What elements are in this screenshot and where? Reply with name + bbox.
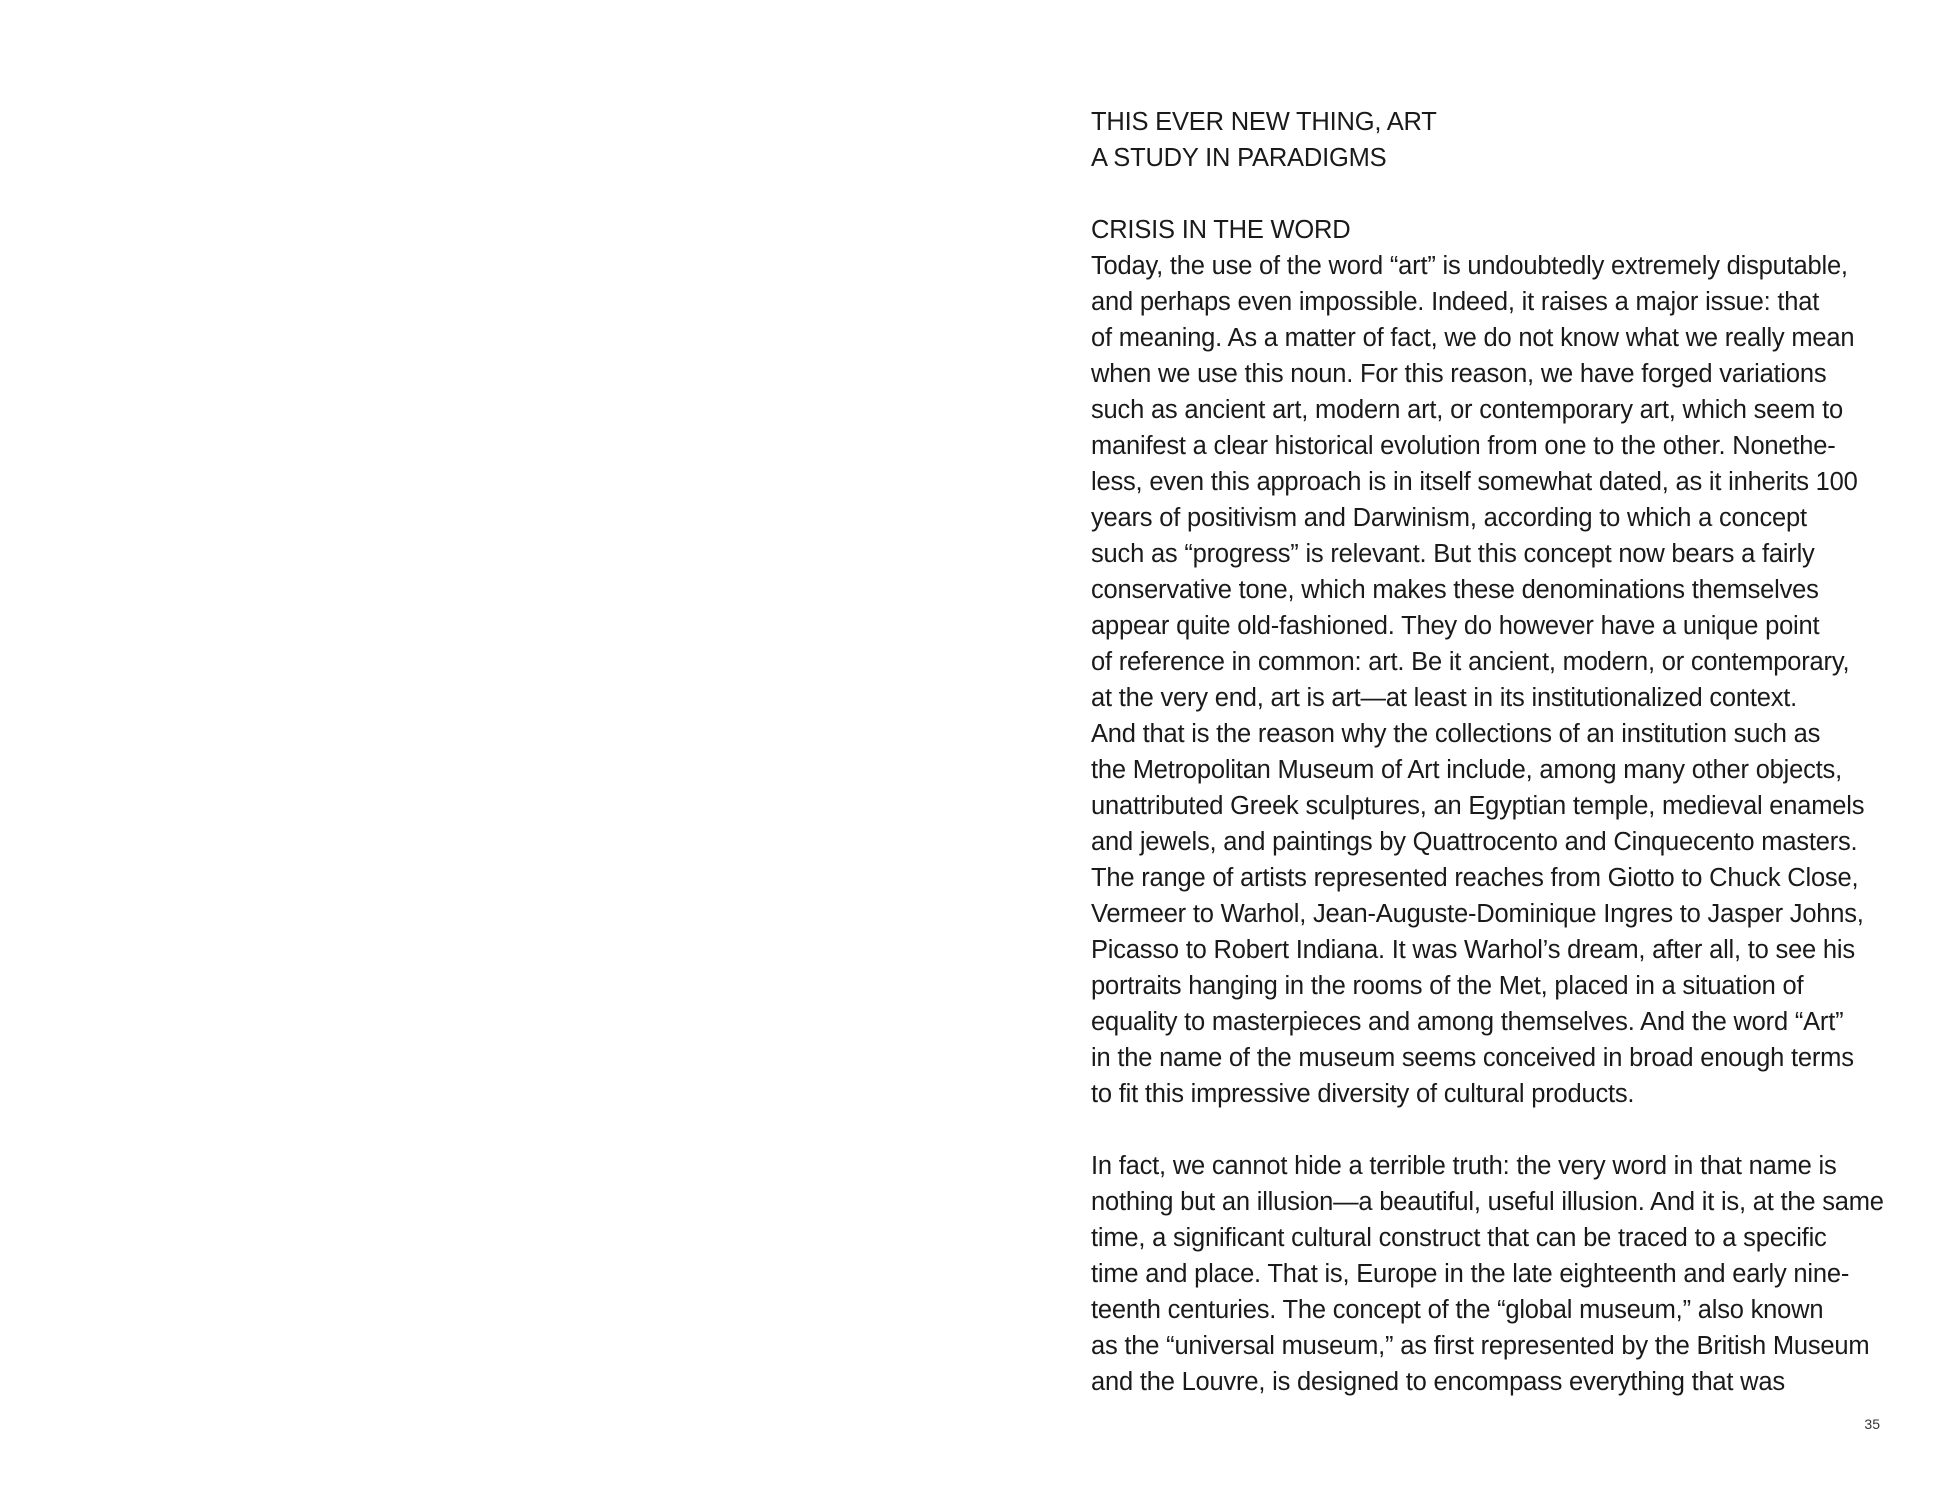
text-line: unattributed Greek sculptures, an Egyptian temple, medieval enamels bbox=[1091, 792, 1865, 820]
text-line: to fit this impressive diversity of cultural products. bbox=[1091, 1080, 1635, 1108]
text-line: of reference in common: art. Be it ancient, modern, or contemporary, bbox=[1091, 648, 1850, 676]
text-line: time, a significant cultural construct that can be traced to a specific bbox=[1091, 1224, 1827, 1252]
paragraph-1 bbox=[1091, 248, 1891, 1112]
text-line: And that is the reason why the collections of an institution such as bbox=[1091, 720, 1821, 748]
text-line: at the very end, art is art—at least in its institutionalized context. bbox=[1091, 684, 1798, 712]
title-block bbox=[1091, 104, 1891, 176]
text-line: The range of artists represented reaches from Giotto to Chuck Close, bbox=[1091, 864, 1859, 892]
text-line: such as ancient art, modern art, or contemporary art, which seem to bbox=[1091, 396, 1843, 424]
title-line: THIS EVER NEW THING, ART bbox=[1091, 108, 1437, 136]
text-line: conservative tone, which makes these denominations themselves bbox=[1091, 576, 1819, 604]
text-line: teenth centuries. The concept of the “global museum,” also known bbox=[1091, 1296, 1824, 1324]
text-line: portraits hanging in the rooms of the Met, placed in a situation of bbox=[1091, 972, 1804, 1000]
spacer bbox=[1091, 176, 1891, 212]
text-line: appear quite old-fashioned. They do however have a unique point bbox=[1091, 612, 1820, 640]
text-column bbox=[1091, 104, 1891, 1400]
spacer bbox=[1091, 1112, 1891, 1148]
page-number: 35 bbox=[1864, 1416, 1880, 1432]
text-line: when we use this noun. For this reason, we have forged variations bbox=[1091, 360, 1827, 388]
text-line: of meaning. As a matter of fact, we do not know what we really mean bbox=[1091, 324, 1855, 352]
text-line: years of positivism and Darwinism, according to which a concept bbox=[1091, 504, 1807, 532]
text-line: such as “progress” is relevant. But this concept now bears a fairly bbox=[1091, 540, 1815, 568]
text-line: and jewels, and paintings by Quattrocento and Cinquecento masters. bbox=[1091, 828, 1858, 856]
paragraph-2 bbox=[1091, 1148, 1891, 1400]
text-line: in the name of the museum seems conceived in broad enough terms bbox=[1091, 1044, 1854, 1072]
subtitle-line: A STUDY IN PARADIGMS bbox=[1091, 144, 1387, 172]
text-line: manifest a clear historical evolution from one to the other. Nonethe- bbox=[1091, 432, 1836, 460]
text-line: nothing but an illusion—a beautiful, useful illusion. And it is, at the same bbox=[1091, 1188, 1884, 1216]
text-line: and perhaps even impossible. Indeed, it raises a major issue: that bbox=[1091, 288, 1820, 316]
text-line: Picasso to Robert Indiana. It was Warhol’s dream, after all, to see his bbox=[1091, 936, 1855, 964]
text-line: the Metropolitan Museum of Art include, among many other objects, bbox=[1091, 756, 1842, 784]
text-line: and the Louvre, is designed to encompass everything that was bbox=[1091, 1368, 1785, 1396]
section-heading: CRISIS IN THE WORD bbox=[1091, 216, 1351, 244]
text-line: In fact, we cannot hide a terrible truth: the very word in that name is bbox=[1091, 1152, 1837, 1180]
text-line: Vermeer to Warhol, Jean-Auguste-Dominique Ingres to Jasper Johns, bbox=[1091, 900, 1864, 928]
text-line: as the “universal museum,” as first represented by the British Museum bbox=[1091, 1332, 1870, 1360]
text-line: Today, the use of the word “art” is undoubtedly extremely disputable, bbox=[1091, 252, 1848, 280]
text-line: equality to masterpieces and among themselves. And the word “Art” bbox=[1091, 1008, 1844, 1036]
text-line: less, even this approach is in itself somewhat dated, as it inherits 100 bbox=[1091, 468, 1858, 496]
text-line: time and place. That is, Europe in the late eighteenth and early nine- bbox=[1091, 1260, 1850, 1288]
